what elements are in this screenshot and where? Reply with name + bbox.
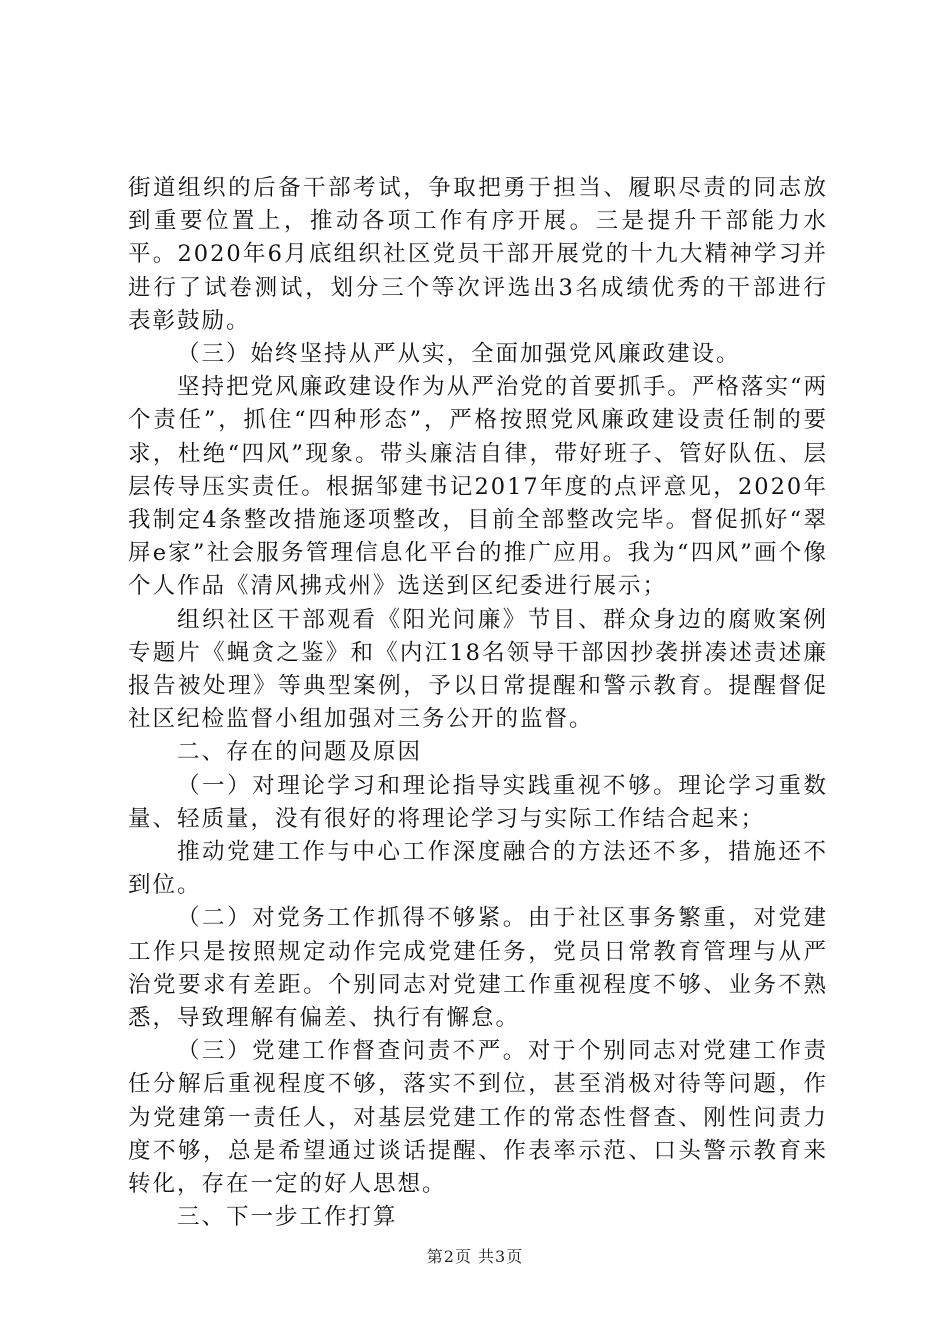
- paragraph: （二）对党务工作抓得不够紧。由于社区事务繁重，对党建工作只是按照规定动作完成党建任务，党员日常教育管理与从严治党要求有差距。个别同志对党建工作重视程度不够、业务不熟悉，导致理解有偏差、执行有懈怠。: [128, 905, 828, 1032]
- paragraph-continuation: 街道组织的后备干部考试，争取把勇于担当、履职尽责的同志放到重要位置上，推动各项工作有序开展。三是提升干部能力水平。2020年6月底组织社区党员干部开展党的十九大精神学习并进行了试卷测试，划分三个等次评选出3名成绩优秀的干部进行表彰鼓励。: [128, 175, 828, 334]
- page-number-footer: 第2页 共3页: [426, 1247, 524, 1266]
- section-heading-next-steps: 三、下一步工作打算: [177, 1204, 398, 1231]
- paragraph: 推动党建工作与中心工作深度融合的方法还不多，措施还不到位。: [128, 839, 828, 899]
- paragraph: （三）党建工作督查问责不严。对于个别同志对党建工作责任分解后重视程度不够，落实不到位，甚至消极对待等问题，作为党建第一责任人，对基层党建工作的常态性督查、刚性问责力度不够，总是希望通过谈话提醒、作表率示范、口头警示教育来转化，存在一定的好人思想。: [128, 1038, 828, 1198]
- document-body: [128, 172, 828, 1235]
- paragraph: 组织社区干部观看《阳光问廉》节目、群众身边的腐败案例专题片《蝇贪之鉴》和《内江18名领导干部因抄袭拼凑述责述廉报告被处理》等典型案例，予以日常提醒和警示教育。提醒督促社区纪检监督小组加强对三务公开的监督。: [128, 606, 828, 733]
- section-heading-problems: 二、存在的问题及原因: [177, 739, 423, 766]
- subheading-three: （三）始终坚持从严从实，全面加强党风廉政建设。: [177, 341, 741, 368]
- paragraph: （一）对理论学习和理论指导实践重视不够。理论学习重数量、轻质量，没有很好的将理论学习与实际工作结合起来；: [128, 772, 828, 832]
- paragraph: 坚持把党风廉政建设作为从严治党的首要抓手。严格落实“两个责任”，抓住“四种形态”，严格按照党风廉政建设责任制的要求，杜绝“四风”现象。带头廉洁自律，带好班子、管好队伍、层层传导压实责任。根据邹建书记2017年度的点评意见，2020年我制定4条整改措施逐项整改，目前全部整改完毕。督促抓好“翠屏e家”社会服务管理信息化平台的推广应用。我为“四风”画个像个人作品《清风拂戎州》选送到区纪委进行展示；: [128, 374, 828, 600]
